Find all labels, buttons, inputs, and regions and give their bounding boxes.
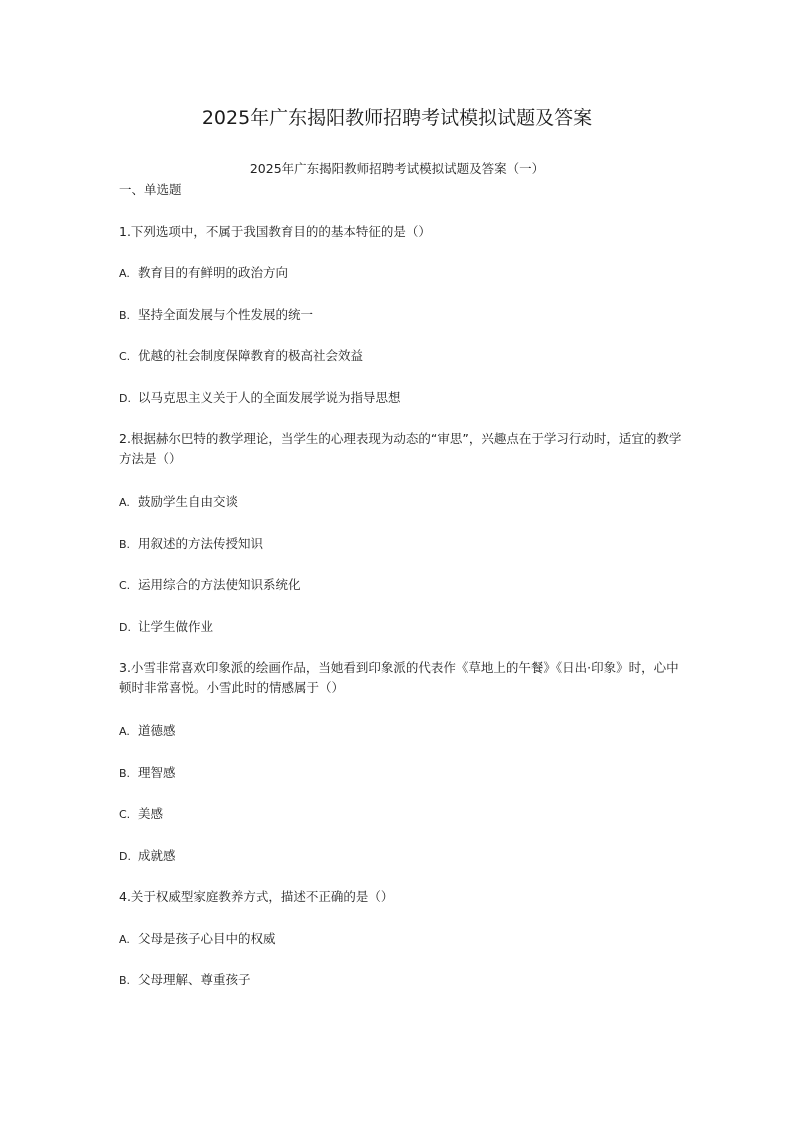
option-text: 教育目的有鲜明的政治方向	[138, 265, 289, 280]
option-letter: A.	[119, 496, 130, 509]
option-text: 美感	[138, 806, 164, 821]
question-2-option-b	[119, 534, 684, 555]
option-text: 成就感	[138, 848, 176, 863]
question-1-stem: 1.下列选项中，不属于我国教育目的的基本特征的是（）	[119, 224, 431, 239]
option-text: 用叙述的方法传授知识	[138, 536, 264, 551]
option-letter: C.	[119, 808, 131, 821]
question-4-stem: 4.关于权威型家庭教养方式，描述不正确的是（）	[119, 889, 394, 904]
option-text: 让学生做作业	[138, 619, 214, 634]
option-letter: C.	[119, 579, 131, 592]
option-letter: C.	[119, 350, 131, 363]
question-3-option-b	[119, 763, 684, 784]
option-letter: B.	[119, 538, 131, 551]
document-title: 2025年广东揭阳教师招聘考试模拟试题及答案	[201, 107, 593, 129]
question-4-option-b	[119, 970, 684, 991]
option-letter: A.	[119, 267, 130, 280]
option-letter: A.	[119, 725, 130, 738]
question-3-option-d	[119, 846, 684, 867]
question-1-option-b	[119, 305, 684, 326]
option-text: 优越的社会制度保障教育的极高社会效益	[138, 348, 364, 363]
document-subtitle: 2025年广东揭阳教师招聘考试模拟试题及答案（一）	[249, 161, 545, 176]
question-2-option-d	[119, 617, 684, 638]
question-3-stem: 3.小雪非常喜欢印象派的绘画作品，当她看到印象派的代表作《草地上的午餐》《日出·印象》时，心中顿时非常喜悦。小雪此时的情感属于（）	[119, 660, 679, 695]
option-letter: D.	[119, 850, 131, 863]
question-4-option-a	[119, 929, 684, 950]
question-1-option-d	[119, 388, 684, 409]
question-3-option-a	[119, 721, 684, 742]
option-letter: A.	[119, 933, 130, 946]
option-letter: B.	[119, 974, 131, 987]
option-text: 父母理解、尊重孩子	[138, 972, 251, 987]
question-1-option-c	[119, 346, 684, 367]
option-letter: B.	[119, 309, 131, 322]
option-letter: B.	[119, 767, 131, 780]
section-heading: 一、单选题	[119, 182, 182, 197]
option-text: 理智感	[138, 765, 176, 780]
option-text: 以马克思主义关于人的全面发展学说为指导思想	[138, 390, 401, 405]
option-text: 坚持全面发展与个性发展的统一	[138, 307, 314, 322]
option-text: 父母是孩子心目中的权威	[138, 931, 276, 946]
question-2-stem: 2.根据赫尔巴特的教学理论，当学生的心理表现为动态的“审思”，兴趣点在于学习行动时，适宜的教学方法是（）	[119, 431, 682, 466]
option-text: 运用综合的方法使知识系统化	[138, 577, 301, 592]
option-letter: D.	[119, 621, 131, 634]
question-3-option-c	[119, 804, 684, 825]
question-2-option-c	[119, 575, 684, 596]
option-letter: D.	[119, 392, 131, 405]
option-text: 鼓励学生自由交谈	[138, 494, 239, 509]
question-1-option-a	[119, 263, 684, 284]
question-2-option-a	[119, 492, 684, 513]
option-text: 道德感	[138, 723, 176, 738]
